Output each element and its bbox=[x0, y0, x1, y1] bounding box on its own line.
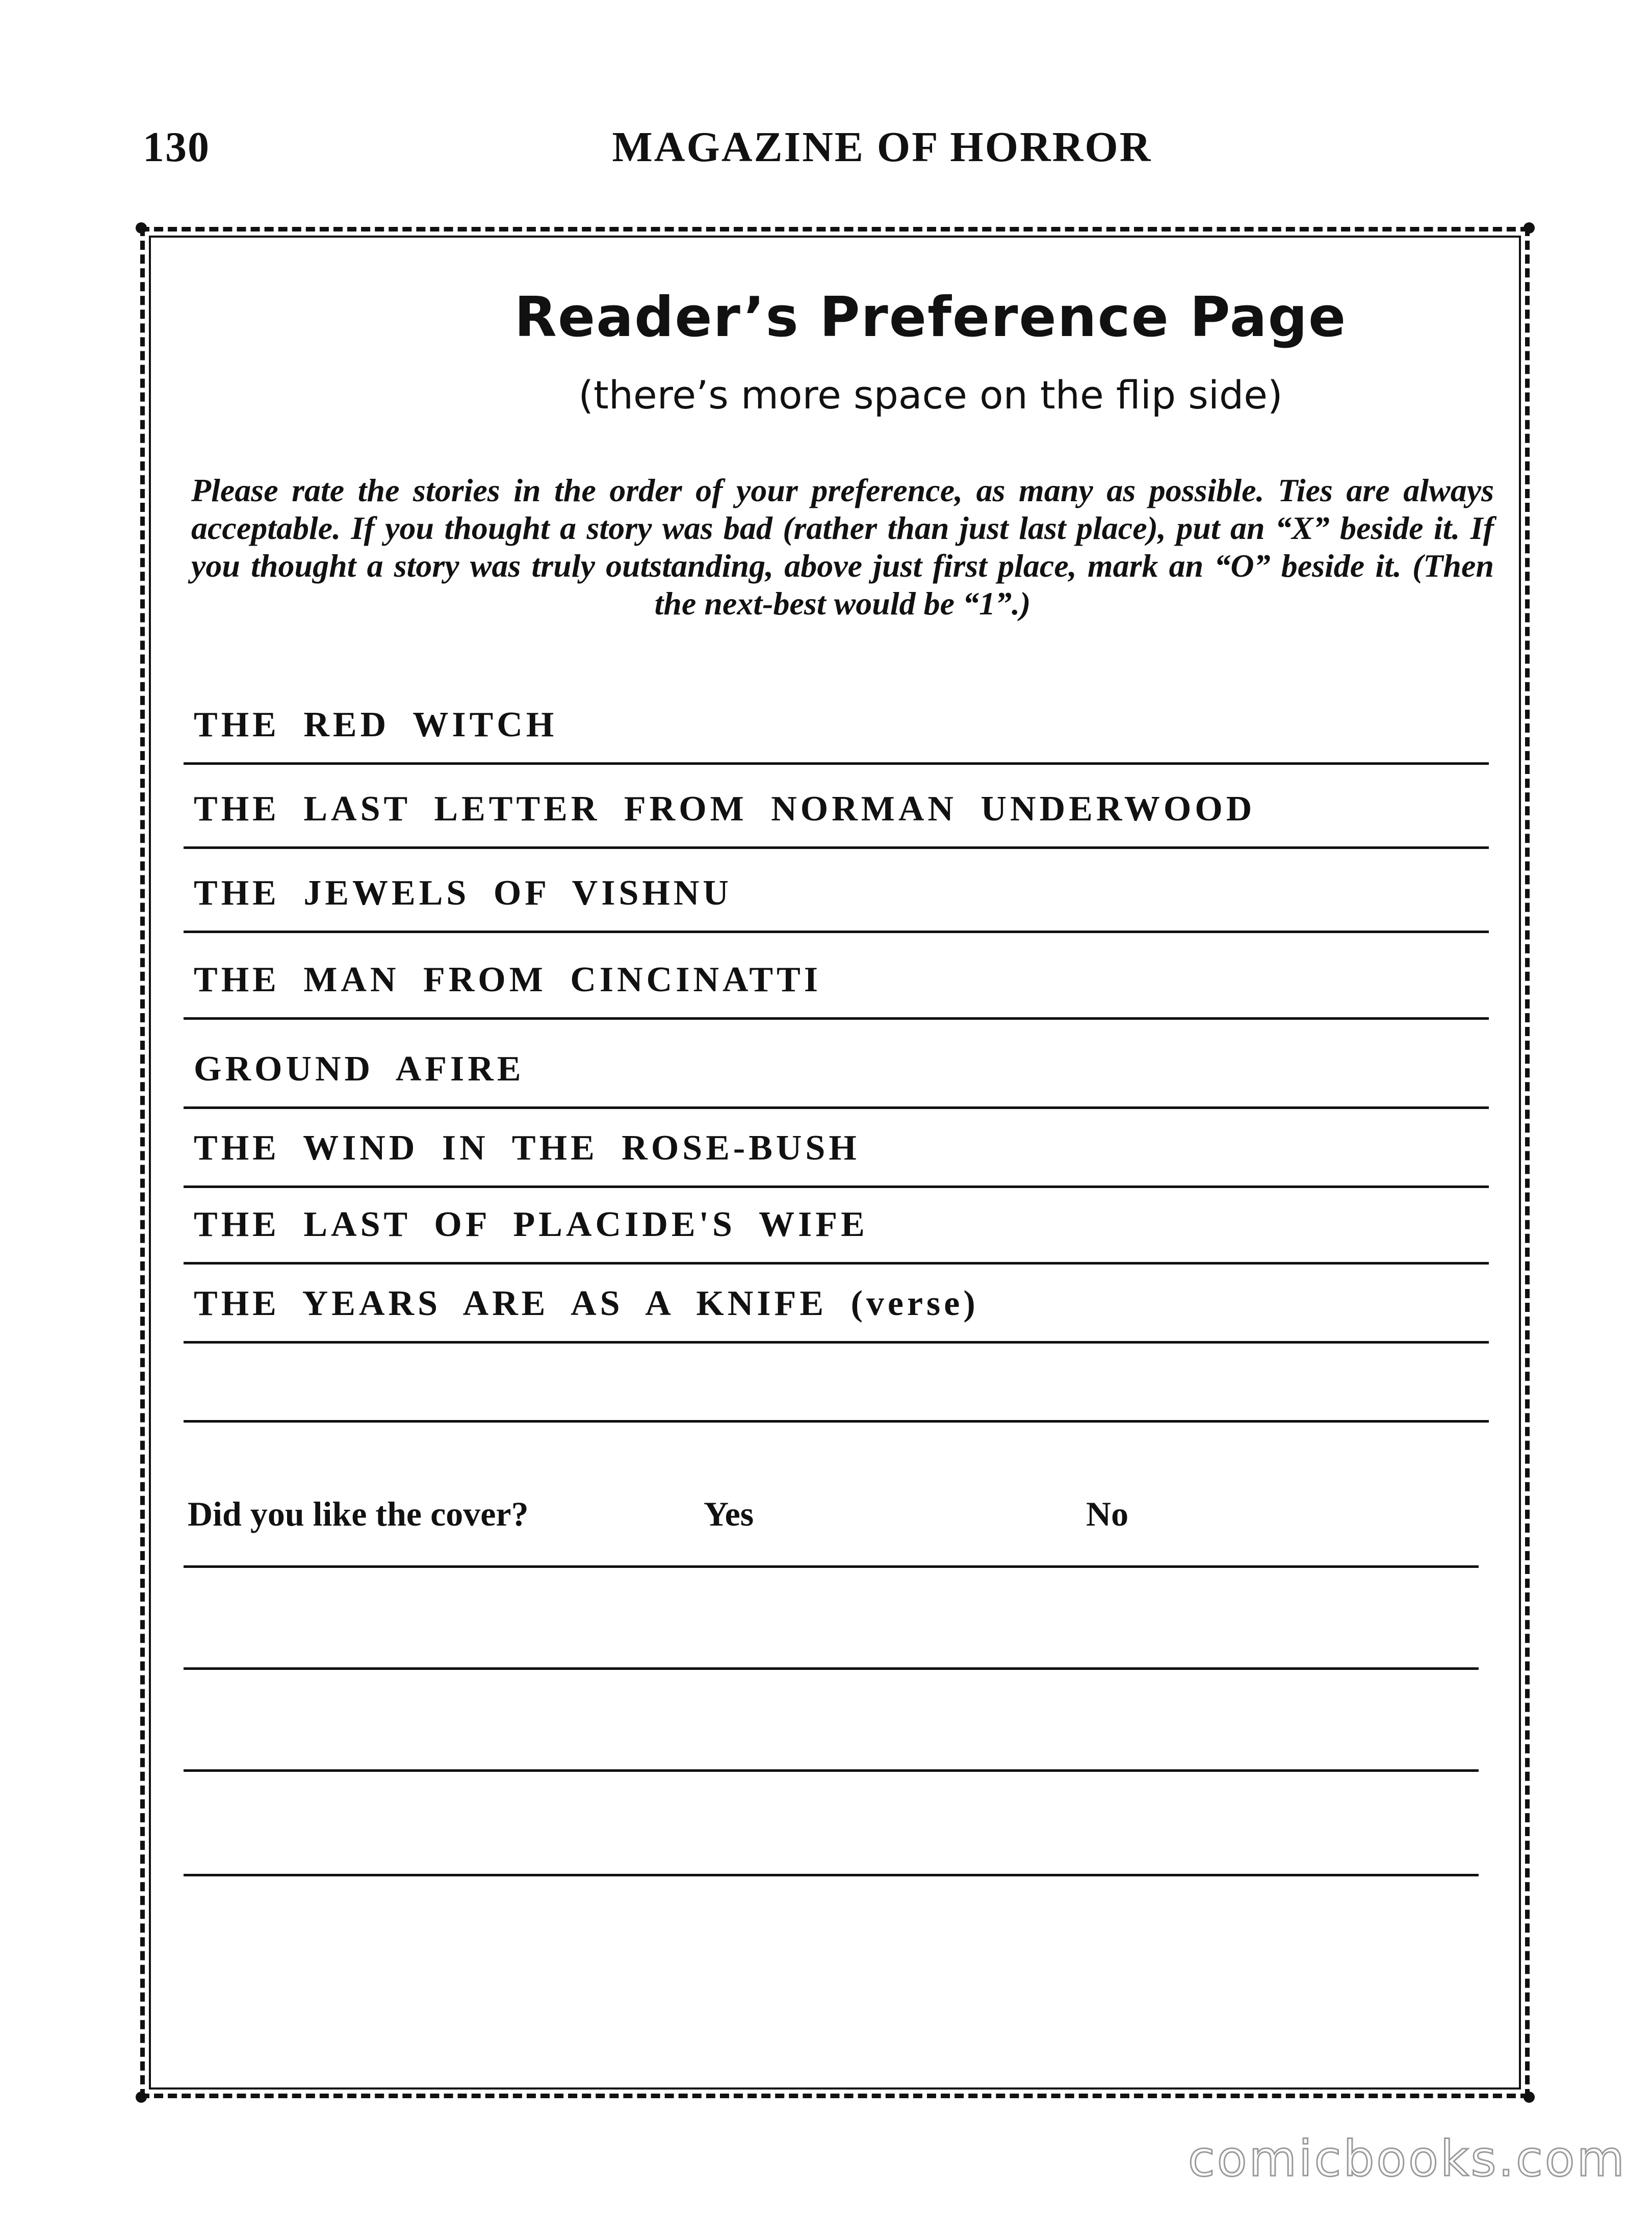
story-entry[interactable] bbox=[184, 852, 1489, 933]
story-entry[interactable] bbox=[184, 1262, 1489, 1344]
running-title: MAGAZINE OF HORROR bbox=[612, 123, 1152, 171]
instructions-paragraph: Please rate the stories in the order of your preference, as many as possible. Ties are always acceptable. If you thought a story was bad (rather than just last place), put an “X” beside it. If you thought a story was truly outstanding, above just first place, mark an “O” beside it. (Then the next-best would be “1”.) bbox=[191, 472, 1494, 622]
page-header bbox=[138, 122, 1514, 184]
rating-line[interactable] bbox=[184, 1420, 1489, 1423]
story-entry[interactable] bbox=[184, 938, 1489, 1020]
story-entry[interactable] bbox=[184, 767, 1489, 849]
corner-ornament-bottom-right bbox=[1524, 2092, 1535, 2103]
watermark: comicbooks.com bbox=[1188, 2130, 1627, 2187]
rating-line[interactable] bbox=[184, 762, 1489, 765]
cover-question: Did you like the cover? bbox=[188, 1494, 529, 1533]
story-label: THE JEWELS OF VISHNU bbox=[194, 873, 732, 913]
form-title: Reader’s Preference Page bbox=[514, 286, 1347, 349]
corner-ornament-top-left bbox=[136, 222, 147, 234]
rating-line[interactable] bbox=[184, 931, 1489, 933]
comment-line[interactable] bbox=[184, 1769, 1479, 1772]
corner-ornament-top-right bbox=[1524, 222, 1535, 234]
comment-line[interactable] bbox=[184, 1565, 1479, 1568]
story-entry[interactable] bbox=[184, 683, 1489, 765]
story-entry[interactable] bbox=[184, 1027, 1489, 1109]
corner-ornament-bottom-left bbox=[136, 2092, 147, 2103]
page-number: 130 bbox=[143, 123, 210, 171]
cover-no-option[interactable]: No bbox=[1086, 1494, 1129, 1533]
story-label: GROUND AFIRE bbox=[194, 1049, 525, 1089]
story-entry-blank[interactable] bbox=[184, 1341, 1489, 1423]
story-label: THE RED WITCH bbox=[194, 705, 558, 744]
story-label: THE LAST OF PLACIDE'S WIFE bbox=[194, 1205, 868, 1244]
story-entry[interactable] bbox=[184, 1183, 1489, 1265]
story-label: THE YEARS ARE AS A KNIFE (verse) bbox=[194, 1284, 979, 1323]
story-label: THE WIND IN THE ROSE-BUSH bbox=[194, 1128, 860, 1168]
comment-line[interactable] bbox=[184, 1667, 1479, 1670]
cover-question-row bbox=[184, 1484, 1489, 1565]
cover-yes-option[interactable]: Yes bbox=[704, 1494, 754, 1533]
story-entry[interactable] bbox=[184, 1106, 1489, 1188]
form-subtitle: (there’s more space on the flip side) bbox=[578, 372, 1283, 418]
story-label: THE MAN FROM CINCINATTI bbox=[194, 960, 821, 999]
story-label: THE LAST LETTER FROM NORMAN UNDERWOOD bbox=[194, 789, 1256, 829]
comment-line[interactable] bbox=[184, 1874, 1479, 1876]
rating-line[interactable] bbox=[184, 1017, 1489, 1020]
rating-line[interactable] bbox=[184, 846, 1489, 849]
